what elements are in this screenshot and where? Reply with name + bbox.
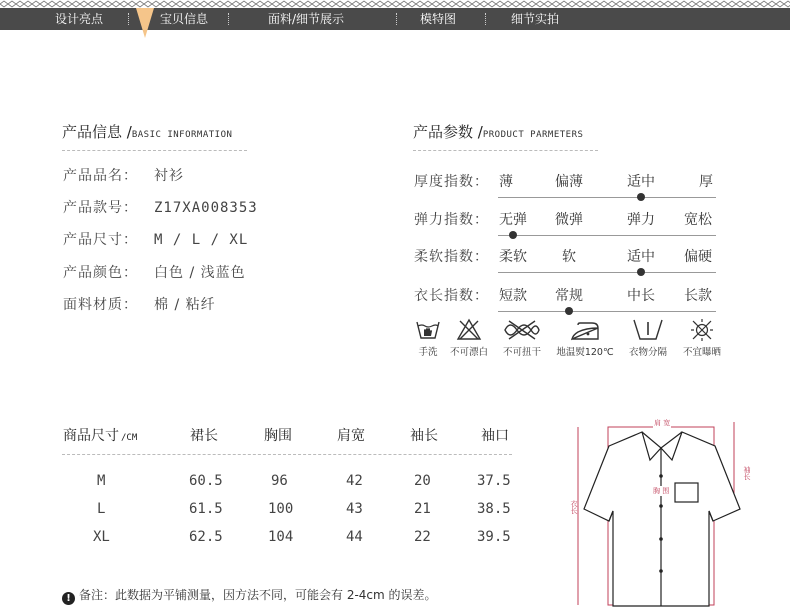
table-divider — [62, 454, 512, 455]
no-sun-dry-icon — [689, 318, 715, 342]
param-scale-line — [498, 197, 716, 198]
divider — [62, 150, 247, 151]
param-option: 弹力 — [627, 212, 655, 228]
param-scale-line — [498, 272, 716, 273]
sleeve-length-label: 袖长 — [743, 466, 751, 480]
nav-separator — [128, 13, 129, 25]
table-cell: 38.5 — [477, 501, 511, 517]
nav-separator — [228, 13, 229, 25]
param-option: 常规 — [555, 288, 583, 304]
nav-item-design[interactable]: 设计亮点 — [55, 12, 104, 26]
param-option: 偏硬 — [684, 249, 712, 265]
param-option: 无弹 — [499, 212, 527, 228]
info-row-material: 面料材质： 棉 / 粘纤 — [63, 297, 216, 313]
table-header: 胸围 — [264, 428, 292, 444]
table-cell: 100 — [268, 501, 294, 517]
care-no-wring: 不可扭干 — [498, 318, 546, 358]
table-cell: 37.5 — [477, 473, 511, 489]
param-option: 适中 — [627, 249, 655, 265]
table-header: 肩宽 — [337, 428, 365, 444]
shirt-measurement-diagram — [572, 410, 762, 607]
hand-wash-icon — [415, 318, 441, 342]
table-cell: 39.5 — [477, 529, 511, 545]
table-header: 袖长 — [410, 428, 438, 444]
care-no-bleach: 不可漂白 — [445, 318, 493, 358]
no-bleach-icon — [456, 318, 482, 342]
param-option: 薄 — [499, 174, 513, 190]
size-table-title: 商品尺寸 /CM — [63, 428, 138, 444]
table-cell-size: XL — [93, 529, 110, 545]
table-cell: 62.5 — [189, 529, 223, 545]
info-row-color: 产品颜色： 白色 / 浅蓝色 — [63, 265, 246, 281]
table-cell-size: M — [97, 473, 106, 489]
param-option: 厚 — [699, 174, 713, 190]
table-cell: 22 — [414, 529, 431, 545]
measurement-note: ! 备注：此数据为平铺测量，因方法不同，可能会有 2-4cm 的误差。 — [62, 586, 437, 605]
nav-item-model[interactable]: 模特图 — [420, 12, 457, 26]
param-option: 软 — [562, 249, 576, 265]
no-wring-icon — [501, 318, 543, 342]
garment-length-label: 衣长 — [570, 500, 578, 514]
care-wash-separately: 衣物分隔 — [624, 318, 672, 358]
table-cell: 43 — [346, 501, 363, 517]
product-params-title: 产品参数 /PRODUCT PARMETERS — [413, 123, 584, 141]
wash-separately-icon — [631, 318, 665, 342]
table-cell: 104 — [268, 529, 294, 545]
param-level-marker — [637, 193, 645, 201]
table-header: 裙长 — [190, 428, 218, 444]
shirt-outline — [584, 432, 740, 606]
param-option: 柔软 — [499, 249, 527, 265]
table-cell: 96 — [271, 473, 288, 489]
exclamation-icon: ! — [62, 592, 75, 605]
param-level-marker — [509, 231, 517, 239]
product-info-title: 产品信息 /BASIC INFORMATION — [62, 123, 233, 141]
param-row-softness: 柔软指数： 柔软 软 适中 偏硬 — [414, 246, 724, 286]
section-nav-bar — [0, 8, 790, 30]
param-option: 短款 — [499, 288, 527, 304]
nav-item-product-info[interactable]: 宝贝信息 — [160, 12, 209, 26]
shoulder-width-label: 肩 宽 — [654, 419, 671, 427]
care-iron-low: 地温熨120℃ — [553, 318, 617, 358]
nav-item-detail-photos[interactable]: 细节实拍 — [511, 12, 560, 26]
param-level-marker — [565, 307, 573, 315]
param-row-thickness: 厚度指数： 薄 偏薄 适中 厚 — [414, 171, 724, 211]
param-option: 宽松 — [684, 212, 712, 228]
table-cell-size: L — [97, 501, 106, 517]
top-decorative-border — [0, 0, 790, 8]
param-option: 微弹 — [555, 212, 583, 228]
info-row-style-no: 产品款号： Z17XA008353 — [63, 200, 258, 216]
param-level-marker — [637, 268, 645, 276]
param-row-elasticity: 弹力指数： 无弹 微弹 弹力 宽松 — [414, 209, 724, 249]
table-cell: 42 — [346, 473, 363, 489]
care-hand-wash: 手洗 — [414, 318, 442, 358]
info-row-name: 产品品名： 衬衫 — [63, 168, 184, 184]
table-cell: 60.5 — [189, 473, 223, 489]
param-option: 偏薄 — [555, 174, 583, 190]
param-scale-line — [498, 311, 716, 312]
info-row-size: 产品尺寸： M / L / XL — [63, 232, 249, 248]
param-option: 长款 — [684, 288, 712, 304]
param-option: 适中 — [627, 174, 655, 190]
nav-separator — [485, 13, 486, 25]
table-header: 袖口 — [481, 428, 509, 444]
divider — [413, 150, 598, 151]
param-scale-line — [498, 235, 716, 236]
nav-separator — [396, 13, 397, 25]
chest-label: 胸 围 — [653, 487, 670, 495]
param-row-length: 衣长指数： 短款 常规 中长 长款 — [414, 285, 724, 325]
table-cell: 61.5 — [189, 501, 223, 517]
care-no-sun-dry: 不宜曝晒 — [678, 318, 726, 358]
active-nav-pointer — [136, 8, 154, 38]
nav-item-fabric-details[interactable]: 面料/细节展示 — [268, 12, 345, 26]
table-cell: 21 — [414, 501, 431, 517]
param-option: 中长 — [627, 288, 655, 304]
table-cell: 44 — [346, 529, 363, 545]
iron-low-icon — [568, 318, 602, 342]
table-cell: 20 — [414, 473, 431, 489]
